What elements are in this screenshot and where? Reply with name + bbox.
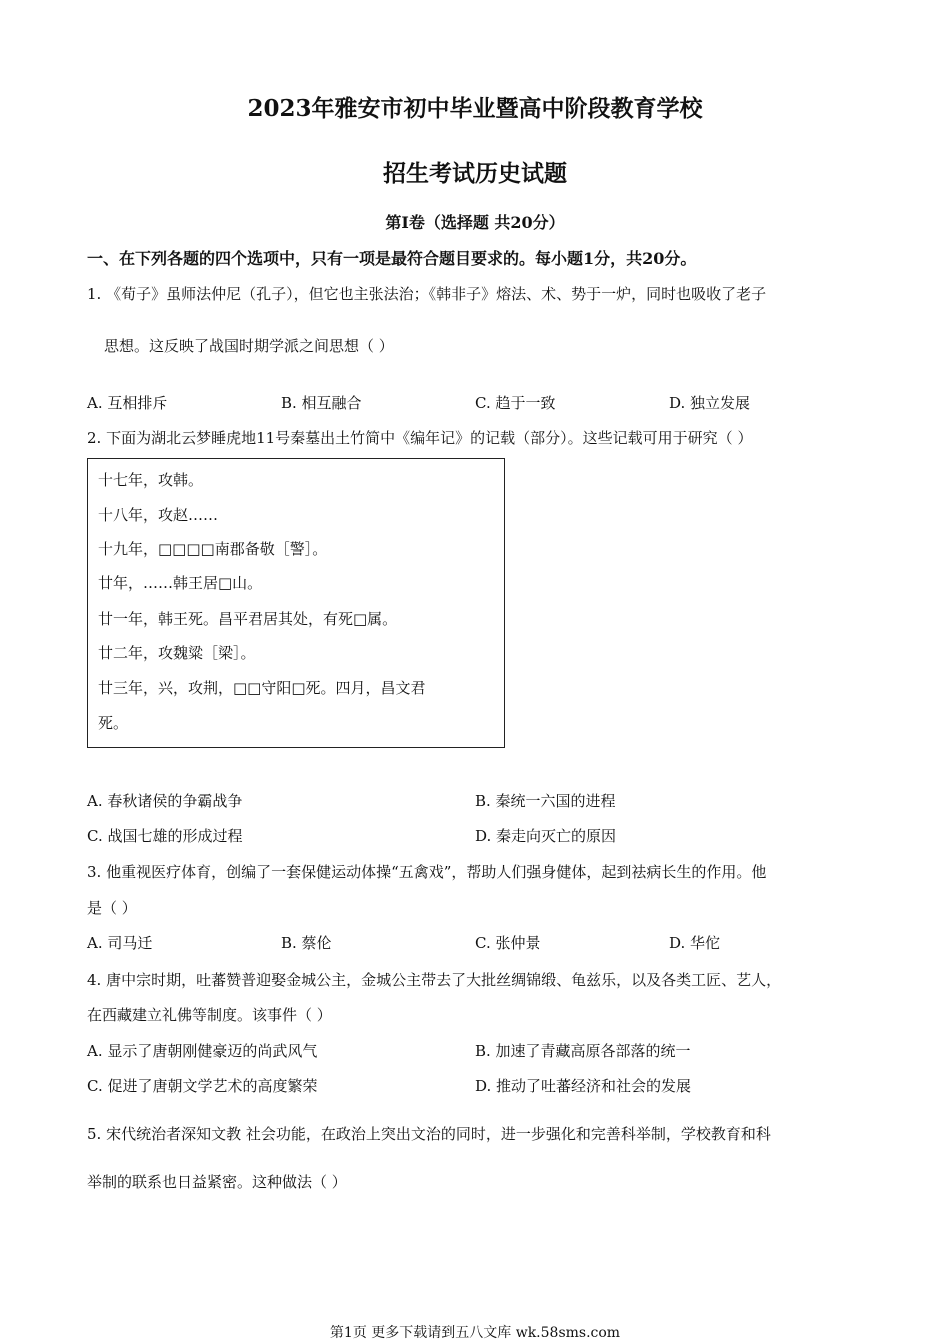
section-heading: 一、在下列各题的四个选项中，只有一项是最符合题目要求的。每小题1分，共20分。 — [87, 249, 697, 268]
q3-option-c: C. 张仲景 — [475, 934, 541, 952]
q4-stem-line2: 在西藏建立礼佛等制度。该事件（ ） — [87, 1006, 332, 1024]
q3-stem-line1: 3. 他重视医疗体育，创编了一套保健运动体操“五禽戏”，帮助人们强身健体，起到祛病长生的作用。他 — [87, 863, 767, 881]
q5-stem-line1: 5. 宋代统治者深知文教 社会功能，在政治上突出文治的同时，进一步强化和完善科举制，学校教育和科 — [87, 1125, 771, 1143]
q1-option-a: A. 互相排斥 — [87, 394, 168, 412]
q2-option-a: A. 春秋诸侯的争霸战争 — [87, 792, 243, 810]
q2-option-d: D. 秦走向灭亡的原因 — [475, 827, 617, 845]
q3-option-d: D. 华佗 — [669, 934, 721, 952]
q2-box-line: 死。 — [98, 714, 129, 732]
q1-option-d: D. 独立发展 — [669, 394, 751, 412]
q4-stem-line1: 4. 唐中宗时期，吐蕃赞普迎娶金城公主，金城公主带去了大批丝绸锦缎、龟兹乐，以及各类工匠、艺人， — [87, 971, 782, 989]
q1-option-c: C. 趋于一致 — [475, 394, 556, 412]
q3-option-b: B. 蔡伦 — [281, 934, 332, 952]
q4-option-c: C. 促进了唐朝文学艺术的高度繁荣 — [87, 1077, 318, 1095]
q1-option-b: B. 相互融合 — [281, 394, 362, 412]
q3-stem-line2: 是（ ） — [87, 899, 137, 917]
q2-box-line: 廿三年，兴，攻荆，□□守阳□死。四月，昌文君 — [98, 679, 426, 697]
q2-source-box — [87, 458, 505, 748]
q1-stem-line1: 1. 《荀子》虽师法仲尼（孔子），但它也主张法治；《韩非子》熔法、术、势于一炉，同时也吸收了老子 — [87, 285, 767, 303]
q2-box-line: 十八年，攻赵…… — [98, 506, 219, 524]
q2-option-c: C. 战国七雄的形成过程 — [87, 827, 243, 845]
q2-box-line: 廿一年，韩王死。昌平君居其处，有死□属。 — [98, 610, 398, 628]
q2-box-line: 十七年，攻韩。 — [98, 471, 204, 489]
q2-option-b: B. 秦统一六国的进程 — [475, 792, 616, 810]
q4-option-b: B. 加速了青藏高原各部落的统一 — [475, 1042, 691, 1060]
q1-stem-line2: 思想。这反映了战国时期学派之间思想（ ） — [104, 337, 394, 355]
page-footer: 第1页 更多下载请到五八文库 wk.58sms.com — [329, 1325, 621, 1341]
volume-heading: 第Ⅰ卷（选择题 共20分） — [385, 213, 565, 232]
q3-option-a: A. 司马迁 — [87, 934, 153, 952]
q2-box-line: 廿二年，攻魏粱［梁］。 — [98, 644, 256, 662]
exam-title-line1: 2023年雅安市初中毕业暨高中阶段教育学校 — [247, 95, 703, 122]
q4-option-a: A. 显示了唐朝刚健豪迈的尚武风气 — [87, 1042, 318, 1060]
q2-box-line: 十九年，□□□□南郡备敬［警］。 — [98, 540, 328, 558]
q4-option-d: D. 推动了吐蕃经济和社会的发展 — [475, 1077, 692, 1095]
q2-stem: 2. 下面为湖北云梦睡虎地11号秦墓出土竹简中《编年记》的记载（部分）。这些记载可用于研究（ ） — [87, 429, 753, 447]
exam-title-line2: 招生考试历史试题 — [383, 160, 567, 187]
q2-box-line: 廿年，……韩王居□山。 — [98, 574, 263, 592]
q5-stem-line2: 举制的联系也日益紧密。这种做法（ ） — [87, 1173, 347, 1191]
